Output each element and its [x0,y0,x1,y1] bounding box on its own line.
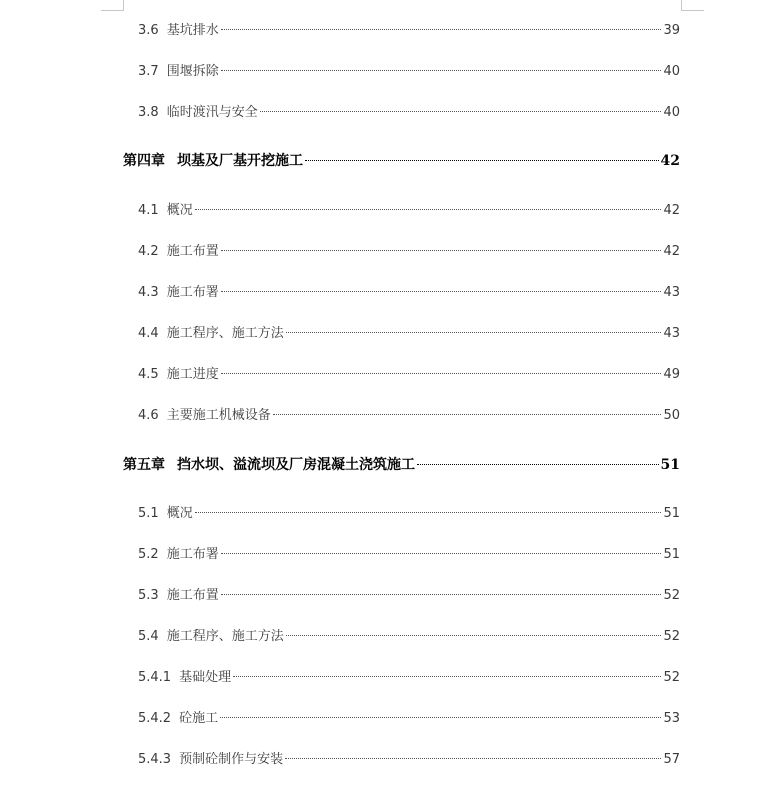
toc-entry-page: 52 [663,629,680,644]
toc-dot-leader [195,512,662,513]
toc-entry-page: 42 [663,244,680,259]
toc-entry-page: 49 [663,367,680,382]
toc-entry-page: 52 [663,588,680,603]
toc-entry-title: 概况 [166,203,193,218]
toc-entry[interactable] [138,103,680,123]
toc-dot-leader [221,373,662,374]
page-corner-mark-left [101,0,124,11]
toc-dot-leader [221,250,662,251]
toc-entry-number: 5.4.3 [138,752,172,767]
toc-entry-page: 50 [663,408,680,423]
toc-entry-page: 43 [663,326,680,341]
toc-entry[interactable] [138,668,680,688]
toc-chapter-title: 坝基及厂基开挖施工 [177,153,303,169]
toc-chapter-entry[interactable] [123,455,680,475]
toc-entry[interactable] [138,709,680,729]
toc-entry-number: 5.1 [138,506,159,521]
toc-dot-leader [285,758,661,759]
toc-entry-page: 42 [663,203,680,218]
toc-entry[interactable] [138,21,680,41]
toc-entry-page: 40 [663,105,680,120]
toc-entry-number: 3.8 [138,105,159,120]
toc-entry[interactable] [138,324,680,344]
toc-entry-number: 3.6 [138,23,159,38]
toc-dot-leader [417,464,659,465]
toc-dot-leader [305,160,659,161]
toc-entry[interactable] [138,406,680,426]
toc-entry[interactable] [138,62,680,82]
toc-dot-leader [195,209,662,210]
toc-entry-title: 围堰拆除 [166,64,219,79]
toc-chapter-number: 第四章 [123,153,165,169]
toc-entry-page: 39 [663,23,680,38]
toc-chapter-entry[interactable] [123,151,680,171]
toc-entry-title: 施工程序、施工方法 [166,629,284,644]
toc-dot-leader [221,291,662,292]
toc-entry-number: 4.3 [138,285,159,300]
toc-entry-number: 4.5 [138,367,159,382]
toc-dot-leader [220,717,661,718]
toc-dot-leader [286,332,662,333]
toc-chapter-page: 42 [660,153,680,169]
toc-entry[interactable] [138,750,680,770]
toc-entry-page: 51 [663,506,680,521]
toc-dot-leader [221,594,662,595]
toc-entry-title: 主要施工机械设备 [166,408,271,423]
toc-entry-title: 砼施工 [179,711,219,726]
toc-entry-page: 40 [663,64,680,79]
toc-entry-number: 5.4.2 [138,711,172,726]
toc-entry-number: 4.4 [138,326,159,341]
toc-entry-title: 施工布署 [166,285,219,300]
toc-entry-number: 5.2 [138,547,159,562]
toc-dot-leader [260,111,662,112]
toc-entry-title: 施工布置 [166,244,219,259]
toc-entry-page: 43 [663,285,680,300]
toc-dot-leader [233,676,661,677]
toc-entry[interactable] [138,627,680,647]
toc-entry-number: 5.4.1 [138,670,172,685]
toc-entry-title: 概况 [166,506,193,521]
toc-dot-leader [273,414,662,415]
toc-entry-title: 施工布置 [166,588,219,603]
toc-entry-number: 5.3 [138,588,159,603]
toc-chapter-page: 51 [660,457,680,473]
toc-entry[interactable] [138,586,680,606]
toc-chapter-title: 挡水坝、溢流坝及厂房混凝土浇筑施工 [177,457,415,473]
toc-entry-page: 52 [663,670,680,685]
toc-entry-title: 施工布署 [166,547,219,562]
toc-entry-page: 51 [663,547,680,562]
toc-entry[interactable] [138,242,680,262]
toc-entry-number: 4.2 [138,244,159,259]
toc-entry[interactable] [138,504,680,524]
toc-entry-title: 预制砼制作与安装 [179,752,284,767]
toc-entry[interactable] [138,545,680,565]
toc-entry-page: 53 [663,711,680,726]
toc-dot-leader [286,635,662,636]
toc-entry-number: 4.6 [138,408,159,423]
toc-entry-number: 4.1 [138,203,159,218]
toc-entry-number: 3.7 [138,64,159,79]
toc-dot-leader [221,70,662,71]
toc-entry[interactable] [138,201,680,221]
toc-entry-number: 5.4 [138,629,159,644]
toc-entry-title: 基坑排水 [166,23,219,38]
toc-dot-leader [221,29,662,30]
toc-dot-leader [221,553,662,554]
toc-entry-title: 临时渡汛与安全 [166,105,258,120]
toc-chapter-number: 第五章 [123,457,165,473]
toc-entry-title: 基础处理 [179,670,232,685]
toc-entry-page: 57 [663,752,680,767]
toc-entry-title: 施工程序、施工方法 [166,326,284,341]
toc-entry[interactable] [138,283,680,303]
toc-entry-title: 施工进度 [166,367,219,382]
page-corner-mark-right [681,0,704,11]
toc-entry[interactable] [138,365,680,385]
